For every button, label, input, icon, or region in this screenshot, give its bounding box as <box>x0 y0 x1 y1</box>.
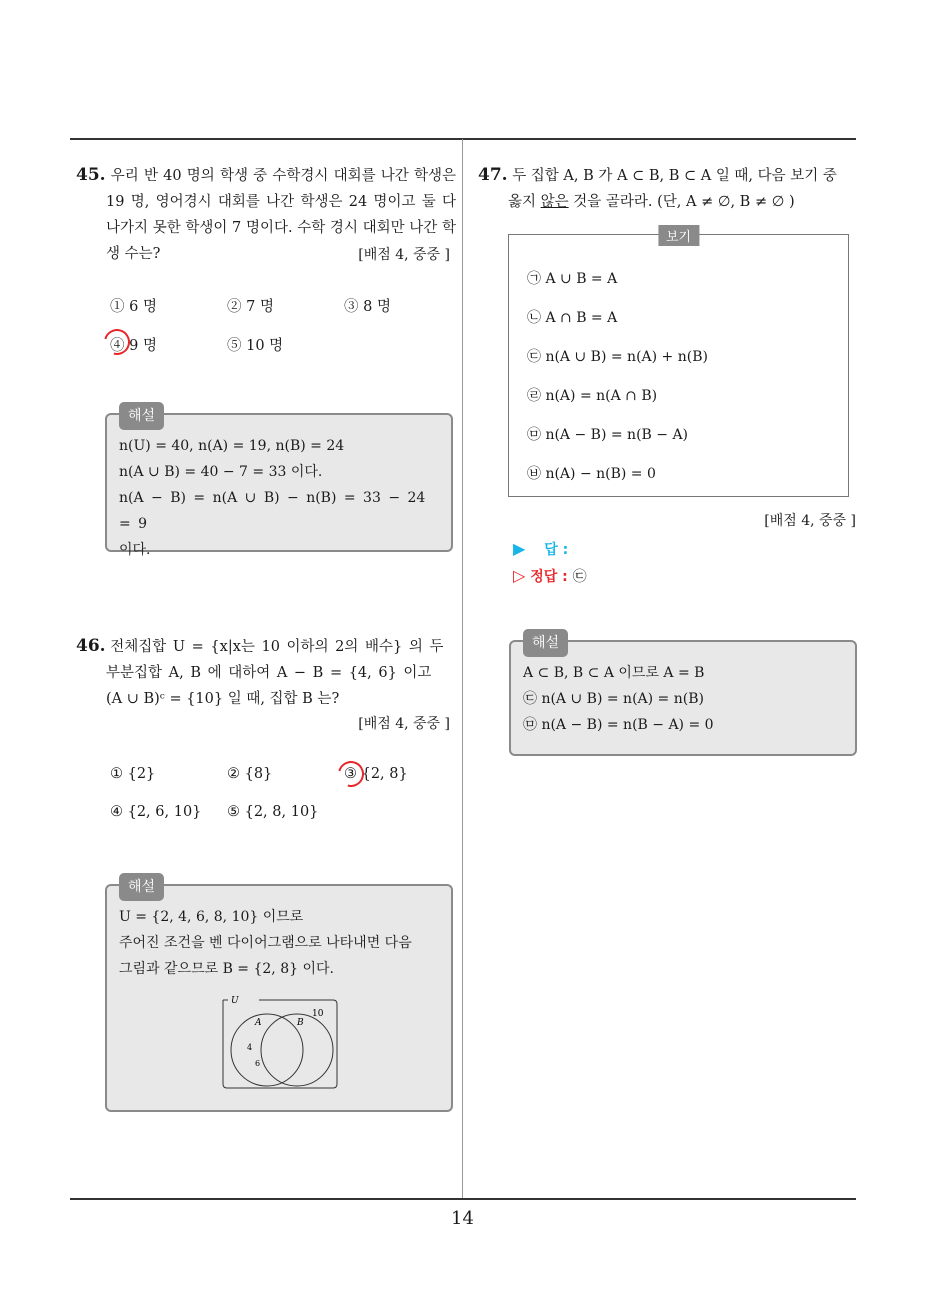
question-text: 옳지 <box>508 194 541 210</box>
answer-line[interactable] <box>513 539 568 559</box>
venn-outside-value: 10 <box>312 1009 324 1019</box>
question-number: 47. <box>478 165 508 185</box>
q46-choice-3[interactable]: ③ {2, 8} <box>344 766 408 782</box>
solution-line: n(A − B) = n(A ∪ B) − n(B) = 33 − 24 = 9 <box>119 490 426 532</box>
solution-line: n(A ∪ B) = 40 − 7 = 33 이다. <box>119 464 323 480</box>
solution-line: 주어진 조건을 벤 다이어그램으로 나타내면 다음 <box>119 935 412 951</box>
question-text-underlined: 않은 <box>540 194 569 210</box>
solution-line: 이다. <box>119 542 151 558</box>
bogi-item: ㉢ n(A ∪ B) = n(A) + n(B) <box>527 349 708 365</box>
question-text: 것을 골라라. (단, A ≠ ∅, B ≠ ∅ ) <box>568 194 795 210</box>
q45-choice-2[interactable]: ② 7 명 <box>227 299 274 315</box>
solution-line: ㉢ n(A ∪ B) = n(A) = n(B) <box>523 691 704 707</box>
venn-a-label: A <box>255 1018 262 1028</box>
venn-b-label: B <box>297 1018 304 1028</box>
solution-line: A ⊂ B, B ⊂ A 이므로 A = B <box>523 665 705 681</box>
question-text: 전체집합 U = {x|x는 10 이하의 2의 배수} 의 두 <box>110 639 444 655</box>
q45-choice-4[interactable]: ④ 9 명 <box>110 338 157 354</box>
outline-triangle-icon: ▷ <box>513 566 526 585</box>
question-number: 46. <box>76 636 106 656</box>
q47-solution-box <box>509 635 857 756</box>
q46-choice-1[interactable]: ① {2} <box>110 766 156 782</box>
q45-choice-3[interactable]: ③ 8 명 <box>344 299 391 315</box>
solution-line: U = {2, 4, 6, 8, 10} 이므로 <box>119 909 304 925</box>
question-46-meta: [배점 4, 중중 ] <box>358 716 450 732</box>
question-text: (A ∪ B)ᶜ = {10} 일 때, 집합 B 는? <box>106 691 340 707</box>
solution-line: n(U) = 40, n(A) = 19, n(B) = 24 <box>119 438 345 454</box>
venn-a-value: 4 <box>247 1043 253 1052</box>
solution-tag: 해설 <box>523 629 568 657</box>
bottom-rule <box>70 1198 856 1200</box>
q46-choice-2[interactable]: ② {8} <box>227 766 273 782</box>
bogi-tag: 보기 <box>658 225 699 246</box>
solution-line: 그림과 같으므로 B = {2, 8} 이다. <box>119 961 334 977</box>
correct-answer-label: 정답 : <box>530 569 568 585</box>
page-number: 14 <box>451 1208 474 1229</box>
answer-label: 답 : <box>544 542 569 558</box>
bogi-item: ㉣ n(A) = n(A ∩ B) <box>527 388 658 404</box>
q46-choice-4[interactable]: ④ {2, 6, 10} <box>110 804 202 820</box>
question-number: 45. <box>76 165 106 185</box>
solution-tag: 해설 <box>119 873 164 901</box>
venn-u-label: U <box>231 996 239 1006</box>
correct-answer-value: ㉢ <box>572 569 587 585</box>
bogi-item: ㉤ n(A − B) = n(B − A) <box>527 427 689 443</box>
question-text: 우리 반 40 명의 학생 중 수학경시 대회를 나간 학생은 19 명, 영어경시 대회를 나간 학생은 24 명이고 둘 다 나가지 못한 학생이 7 명이다. 수학 경시 대회만 나간 학생 수는? <box>106 168 456 262</box>
bogi-item: ㉠ A ∪ B = A <box>527 271 618 287</box>
question-47 <box>478 162 863 215</box>
question-46 <box>76 633 456 712</box>
bogi-item: ㉥ n(A) − n(B) = 0 <box>527 466 656 482</box>
q45-choice-5[interactable]: ⑤ 10 명 <box>227 338 284 354</box>
venn-circle-a <box>231 1014 303 1086</box>
solution-line: ㉤ n(A − B) = n(B − A) = 0 <box>523 717 714 733</box>
bogi-box <box>508 230 849 497</box>
bogi-item: ㉡ A ∩ B = A <box>527 310 618 326</box>
question-text: 부분집합 A, B 에 대하여 A − B = {4, 6} 이고 <box>106 665 432 681</box>
venn-diagram <box>215 992 345 1092</box>
question-45-meta: [배점 4, 중중 ] <box>358 247 450 263</box>
q46-choice-5[interactable]: ⑤ {2, 8, 10} <box>227 804 319 820</box>
play-triangle-icon: ▶ <box>513 539 526 558</box>
correct-answer-line <box>513 566 587 586</box>
question-text: 두 집합 A, B 가 A ⊂ B, B ⊂ A 일 때, 다음 보기 중 <box>512 168 837 184</box>
venn-a-value: 6 <box>255 1059 261 1068</box>
q45-solution-box <box>105 408 453 558</box>
answer-circle-mark <box>333 756 369 792</box>
top-rule <box>70 138 856 140</box>
question-47-meta: [배점 4, 중중 ] <box>764 513 856 529</box>
solution-tag: 해설 <box>119 402 164 430</box>
column-divider <box>462 139 463 1199</box>
q45-choice-1[interactable]: ① 6 명 <box>110 299 157 315</box>
